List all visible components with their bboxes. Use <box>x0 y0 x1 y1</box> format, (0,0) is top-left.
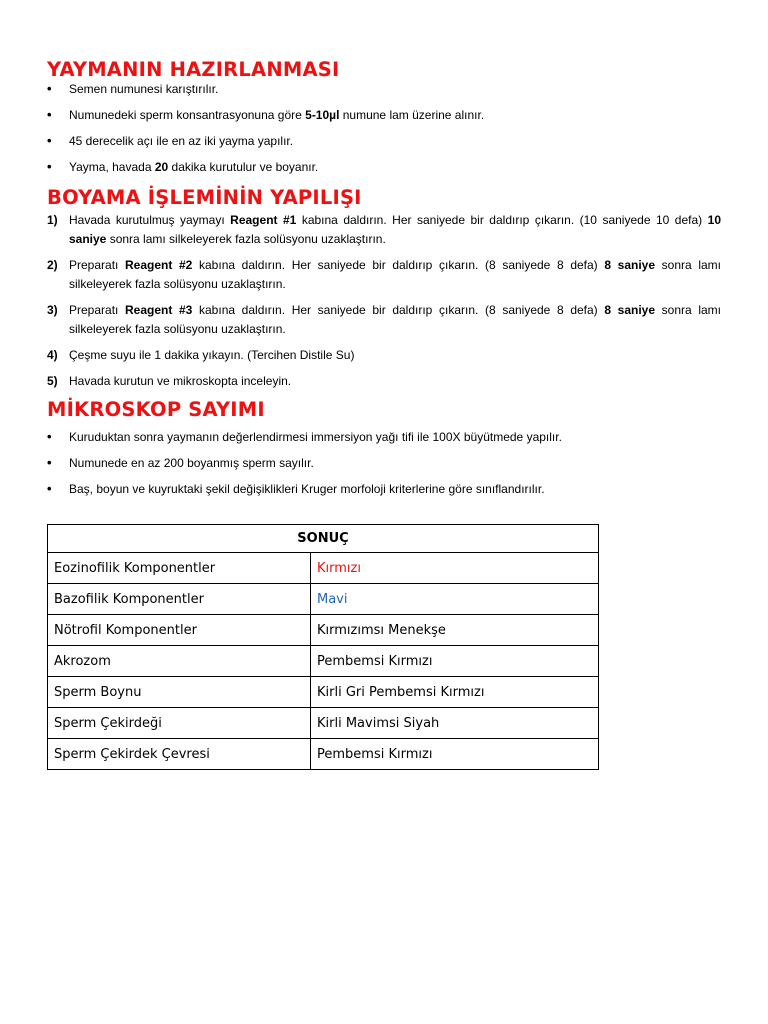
list-item: 4) Çeşme suyu ile 1 dakika yıkayın. (Tercihen Distile Su) <box>47 348 355 362</box>
prep-list <box>47 82 721 175</box>
list-item: 2) Preparatı Reagent #2 kabına daldırın. Her saniyede bir daldırıp çıkarın. (8 saniyede 8 defa) 8 saniye sonra lamı silkeleyerek fazla solüsyonu uzaklaştırın. <box>47 258 721 291</box>
list-item: 5) Havada kurutun ve mikroskopta inceleyin. <box>47 374 292 388</box>
table-row <box>48 708 599 739</box>
component-cell: Akrozom <box>48 646 311 677</box>
section-title-staining: BOYAMA İŞLEMİNİN YAPILIŞI <box>47 186 362 209</box>
section-microscope-count <box>47 398 721 497</box>
list-item: • Numunede en az 200 boyanmış sperm sayılır. <box>47 456 721 471</box>
component-cell: Nötrofil Komponentler <box>48 615 311 646</box>
staining-steps <box>47 211 721 391</box>
section-title-microscope: MİKROSKOP SAYIMI <box>47 398 265 421</box>
table-row <box>48 584 599 615</box>
component-cell: Sperm Çekirdek Çevresi <box>48 739 311 770</box>
table-row <box>48 646 599 677</box>
list-item: • Kuruduktan sonra yaymanın değerlendirmesi immersiyon yağı tifi ile 100X büyütmede yapılır. <box>47 430 721 445</box>
table-row <box>48 677 599 708</box>
list-item: 1) Havada kurutulmuş yaymayı Reagent #1 kabına daldırın. Her saniyede bir daldırıp çıkarın. (10 saniyede 10 defa) 10 saniye sonra lamı silkeleyerek fazla solüsyonu uzaklaştırın. <box>47 213 721 246</box>
list-item: • 45 derecelik açı ile en az iki yayma yapılır. <box>47 134 721 149</box>
list-item: • Numunedeki sperm konsantrasyonuna göre 5-10µl numune lam üzerine alınır. <box>47 108 721 123</box>
color-cell: Kırmızımsı Menekşe <box>311 615 599 646</box>
list-item: 3) Preparatı Reagent #3 kabına daldırın. Her saniyede bir daldırıp çıkarın. (8 saniyede 8 defa) 8 saniye sonra lamı silkeleyerek fazla solüsyonu uzaklaştırın. <box>47 303 721 336</box>
section-staining-procedure <box>47 186 721 391</box>
color-cell: Kırmızı <box>311 553 599 584</box>
section-smear-preparation <box>47 58 721 175</box>
component-cell: Bazofilik Komponentler <box>48 584 311 615</box>
component-cell: Sperm Çekirdeği <box>48 708 311 739</box>
section-title-smear-preparation: YAYMANIN HAZIRLANMASI <box>47 58 340 81</box>
color-cell: Pembemsi Kırmızı <box>311 646 599 677</box>
document-page <box>47 58 721 508</box>
color-cell: Kirli Gri Pembemsi Kırmızı <box>311 677 599 708</box>
table-row <box>48 553 599 584</box>
result-table-header: SONUÇ <box>48 525 599 553</box>
component-cell: Eozinofilik Komponentler <box>48 553 311 584</box>
list-item: • Baş, boyun ve kuyruktaki şekil değişiklikleri Kruger morfoloji kriterlerine göre sınıflandırılır. <box>47 482 721 497</box>
color-cell: Pembemsi Kırmızı <box>311 739 599 770</box>
list-item: • Semen numunesi karıştırılır. <box>47 82 721 97</box>
microscope-list <box>47 430 721 497</box>
color-cell: Kirli Mavimsi Siyah <box>311 708 599 739</box>
result-table <box>47 524 599 770</box>
table-row <box>48 739 599 770</box>
table-row <box>48 615 599 646</box>
color-cell: Mavi <box>311 584 599 615</box>
list-item: • Yayma, havada 20 dakika kurutulur ve boyanır. <box>47 160 721 175</box>
component-cell: Sperm Boynu <box>48 677 311 708</box>
